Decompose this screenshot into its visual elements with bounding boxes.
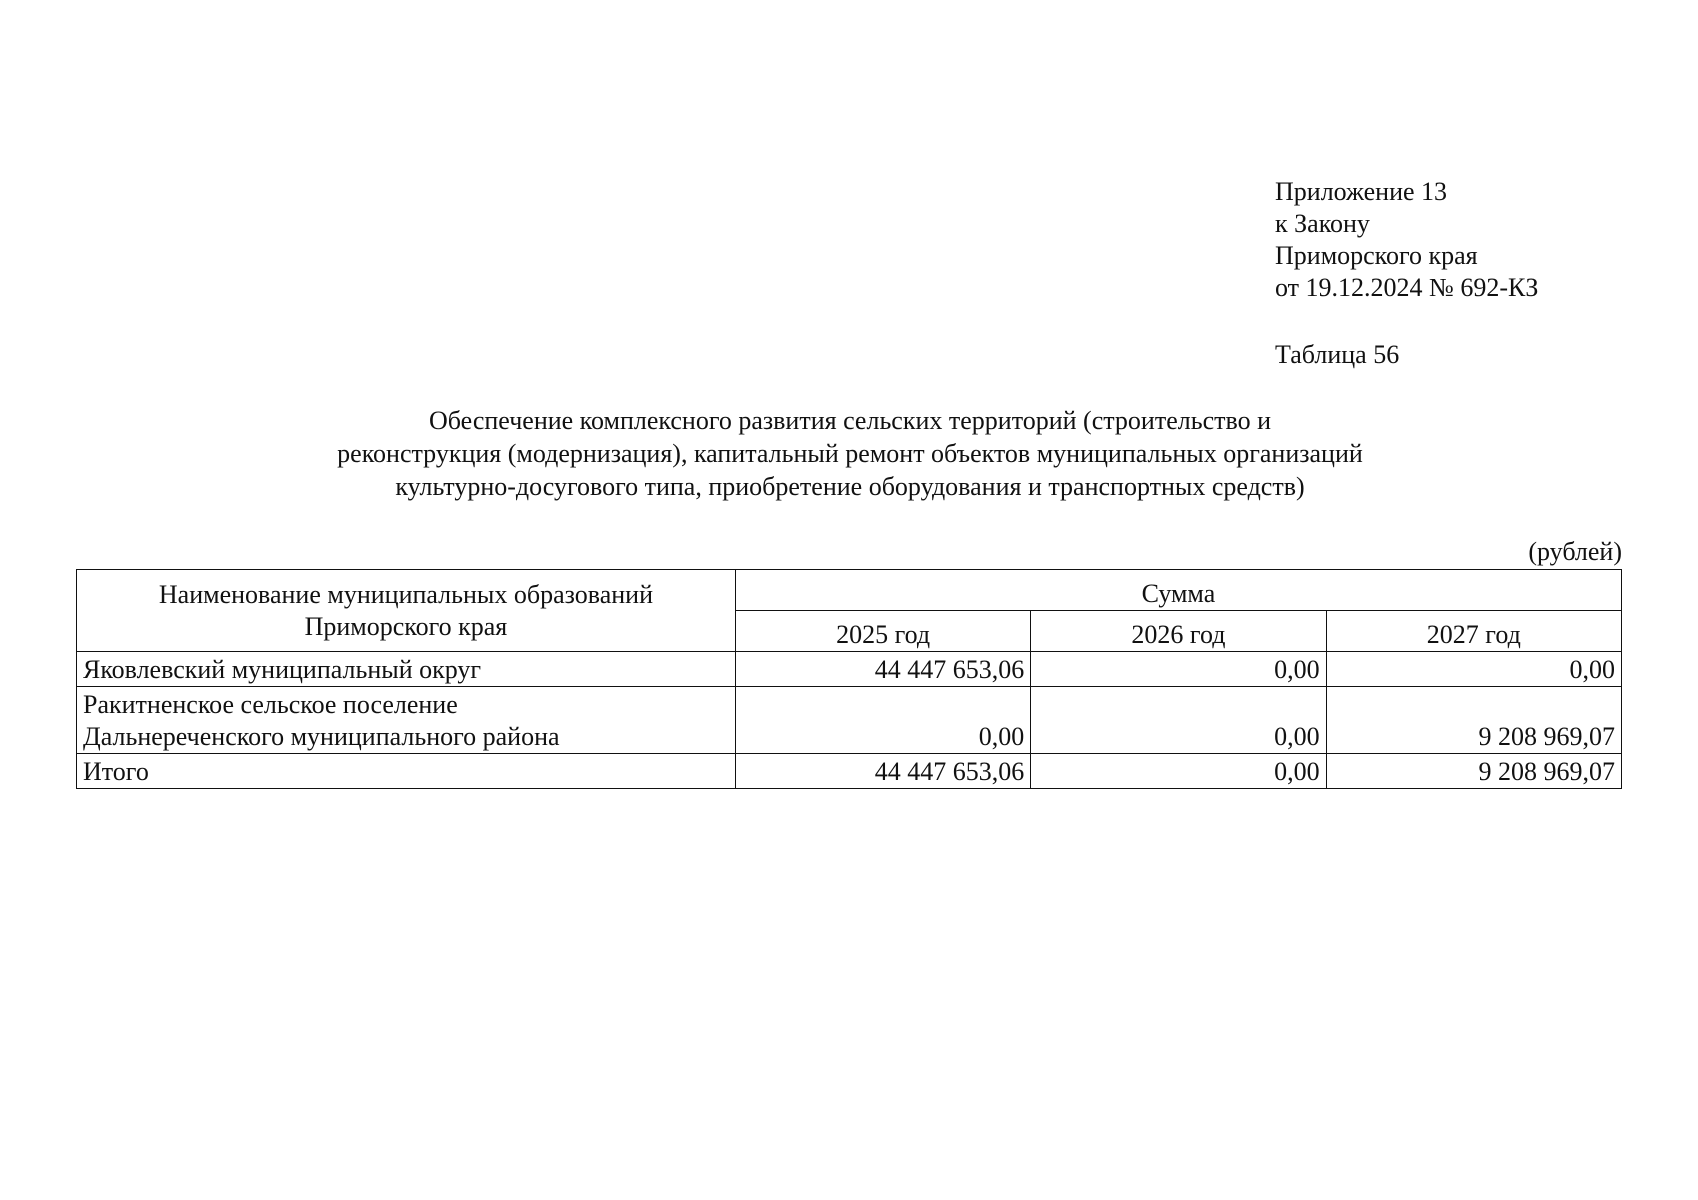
table-row xyxy=(77,652,1622,687)
total-value-cell: 9 208 969,07 xyxy=(1326,754,1621,789)
budget-table xyxy=(76,569,1622,789)
header-name-line: Наименование муниципальных образований xyxy=(158,579,653,609)
row-name-cell xyxy=(77,652,736,687)
units-label: (рублей) xyxy=(1528,537,1622,566)
total-value-cell: 44 447 653,06 xyxy=(735,754,1030,789)
header-name-line: Приморского края xyxy=(304,611,508,641)
appendix-line: Приморского края xyxy=(1275,241,1478,270)
row-value-cell: 0,00 xyxy=(1031,652,1326,687)
title-line: Обеспечение комплексного развития сельских территорий (строительство и xyxy=(429,406,1271,435)
table-number: Таблица 56 xyxy=(1275,340,1400,369)
title-line: культурно-досугового типа, приобретение оборудования и транспортных средств) xyxy=(395,472,1305,501)
total-label-cell: Итого xyxy=(77,754,736,789)
table-header-row xyxy=(77,570,1622,611)
table-row xyxy=(77,687,1622,754)
row-name-line: Дальнереченского муниципального района xyxy=(83,722,560,751)
total-value-cell: 0,00 xyxy=(1031,754,1326,789)
header-name-cell xyxy=(77,570,736,652)
row-value-cell: 0,00 xyxy=(1031,687,1326,754)
header-year-cell: 2026 год xyxy=(1031,611,1326,652)
document-title xyxy=(160,404,1540,503)
header-year-cell: 2027 год xyxy=(1326,611,1621,652)
table-total-row xyxy=(77,754,1622,789)
row-name-cell xyxy=(77,687,736,754)
row-value-cell: 0,00 xyxy=(1326,652,1621,687)
row-name-line: Яковлевский муниципальный округ xyxy=(83,655,482,684)
appendix-line: Приложение 13 xyxy=(1275,177,1448,206)
row-name-line: Ракитненское сельское поселение xyxy=(83,690,458,719)
row-value-cell: 9 208 969,07 xyxy=(1326,687,1621,754)
row-value-cell: 44 447 653,06 xyxy=(735,652,1030,687)
header-year-cell: 2025 год xyxy=(735,611,1030,652)
header-sum-cell: Сумма xyxy=(735,570,1621,611)
appendix-block xyxy=(1275,176,1538,304)
title-line: реконструкция (модернизация), капитальный ремонт объектов муниципальных организаций xyxy=(337,439,1363,468)
row-value-cell: 0,00 xyxy=(735,687,1030,754)
appendix-line: от 19.12.2024 № 692-КЗ xyxy=(1275,273,1539,302)
appendix-line: к Закону xyxy=(1275,209,1370,238)
